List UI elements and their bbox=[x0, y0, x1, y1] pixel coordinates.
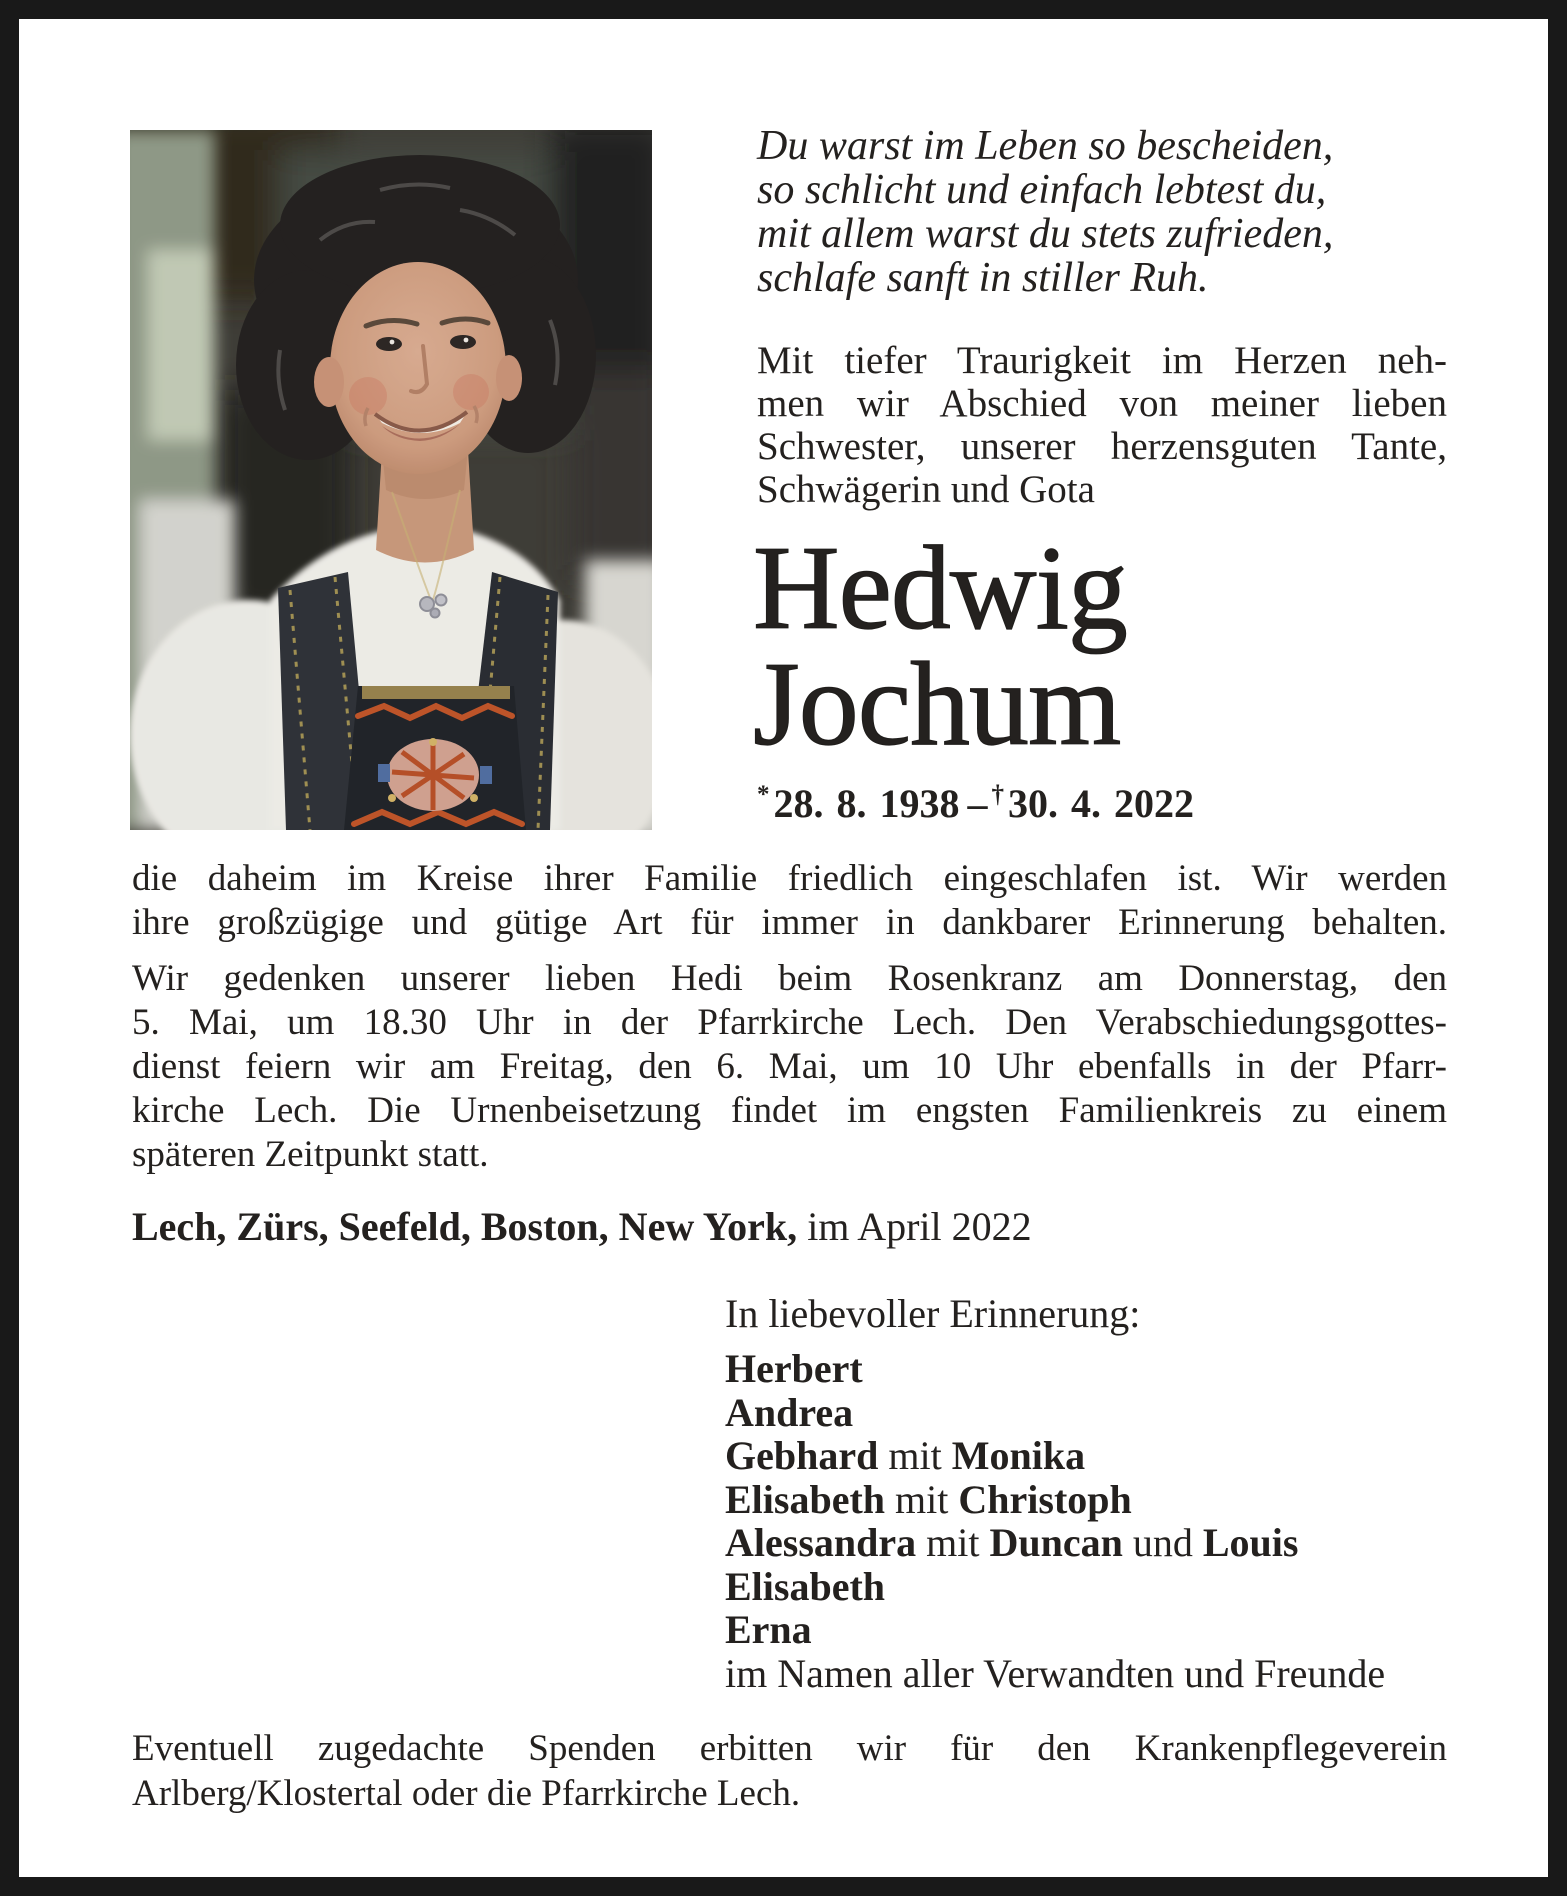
memorial-name: Erna bbox=[725, 1607, 812, 1652]
text-line: Eventuell zugedachte Spenden erbitten wir für den Krankenpflegeverein bbox=[132, 1728, 1447, 1769]
portrait-photo bbox=[130, 130, 652, 830]
memorial-heading: In liebevoller Erinnerung: bbox=[725, 1291, 1141, 1336]
text-line: men wir Abschied von meiner lieben bbox=[757, 382, 1447, 425]
death-date: 30. 4. 2022 bbox=[1008, 781, 1194, 826]
deceased-name bbox=[753, 521, 1127, 770]
memorial-section bbox=[725, 1292, 1465, 1695]
text-line: mit allem warst du stets zufrieden, bbox=[757, 211, 1334, 257]
text-line: dienst feiern wir am Freitag, den 6. Mai, um 10 Uhr ebenfalls in der Pfarr- bbox=[132, 1046, 1447, 1087]
memorial-entry bbox=[725, 1565, 1465, 1609]
text-line: Schwester, unserer herzensguten Tante, bbox=[757, 425, 1447, 468]
memorial-entry bbox=[725, 1652, 1465, 1696]
deceased-first-name: Hedwig bbox=[753, 521, 1127, 654]
text-line: Arlberg/Klostertal oder die Pfarrkirche Lech. bbox=[132, 1773, 801, 1814]
text-line: 5. Mai, um 18.30 Uhr in der Pfarrkirche Lech. Den Verabschiedungsgottes- bbox=[132, 1002, 1447, 1043]
memorial-name: Christoph bbox=[958, 1476, 1132, 1522]
memorial-name: Gebhard bbox=[725, 1433, 879, 1478]
intro-paragraph bbox=[757, 339, 1447, 511]
text-line: Schwägerin und Gota bbox=[757, 468, 1095, 511]
memorial-connector: im Namen aller Verwandten und Freunde bbox=[725, 1650, 1386, 1696]
birth-symbol: * bbox=[757, 781, 770, 808]
memorial-connector: und bbox=[1122, 1520, 1203, 1565]
memorial-entry bbox=[725, 1391, 1465, 1435]
memorial-entry bbox=[725, 1347, 1465, 1391]
memorial-connector: mit bbox=[885, 1476, 959, 1522]
memorial-entry bbox=[725, 1521, 1465, 1565]
death-symbol: † bbox=[991, 781, 1004, 808]
text-line: kirche Lech. Die Urnenbeisetzung findet im engsten Familienkreis zu einem bbox=[132, 1090, 1447, 1131]
dates-separator: – bbox=[967, 781, 988, 826]
memorial-name: Louis bbox=[1202, 1520, 1299, 1565]
memorial-connector: mit bbox=[916, 1520, 990, 1565]
memorial-name: Herbert bbox=[725, 1346, 863, 1391]
portrait-illustration bbox=[130, 130, 652, 830]
body-paragraph-1 bbox=[132, 857, 1447, 945]
text-line: Wir gedenken unserer lieben Hedi beim Rosenkranz am Donnerstag, den bbox=[132, 958, 1447, 999]
memorial-poem bbox=[757, 124, 1457, 300]
donation-paragraph bbox=[132, 1726, 1447, 1816]
places-list: Lech, Zürs, Seefeld, Boston, New York, bbox=[132, 1204, 798, 1249]
memorial-entry bbox=[725, 1434, 1465, 1478]
memorial-connector: mit bbox=[878, 1433, 952, 1478]
memorial-name: Elisabeth bbox=[725, 1563, 886, 1609]
birth-date: 28. 8. 1938 bbox=[773, 781, 960, 826]
memorial-entry bbox=[725, 1478, 1465, 1522]
text-line: Du warst im Leben so bescheiden, bbox=[757, 123, 1334, 169]
place-date-line bbox=[132, 1204, 1032, 1250]
text-line: die daheim im Kreise ihrer Familie friedlich eingeschlafen ist. Wir werden bbox=[132, 858, 1447, 899]
memorial-name: Elisabeth bbox=[725, 1476, 886, 1522]
text-line: ihre großzügige und gütige Art für immer in dankbarer Erinnerung behalten. bbox=[132, 902, 1447, 943]
memorial-name: Monika bbox=[951, 1433, 1086, 1478]
life-dates bbox=[757, 772, 1194, 827]
text-line: Mit tiefer Traurigkeit im Herzen neh- bbox=[757, 339, 1447, 382]
deceased-last-name: Jochum bbox=[753, 637, 1121, 770]
text-line: schlafe sanft in stiller Ruh. bbox=[757, 255, 1209, 301]
notice-date: im April 2022 bbox=[807, 1204, 1032, 1249]
memorial-name: Duncan bbox=[989, 1520, 1123, 1565]
memorial-name: Alessandra bbox=[725, 1520, 917, 1565]
text-line: späteren Zeitpunkt statt. bbox=[132, 1134, 489, 1175]
text-line: so schlicht und einfach lebtest du, bbox=[757, 167, 1327, 213]
memorial-entries bbox=[725, 1347, 1465, 1695]
memorial-entry bbox=[725, 1608, 1465, 1652]
memorial-name: Andrea bbox=[725, 1389, 854, 1435]
body-paragraph-2 bbox=[132, 957, 1447, 1177]
